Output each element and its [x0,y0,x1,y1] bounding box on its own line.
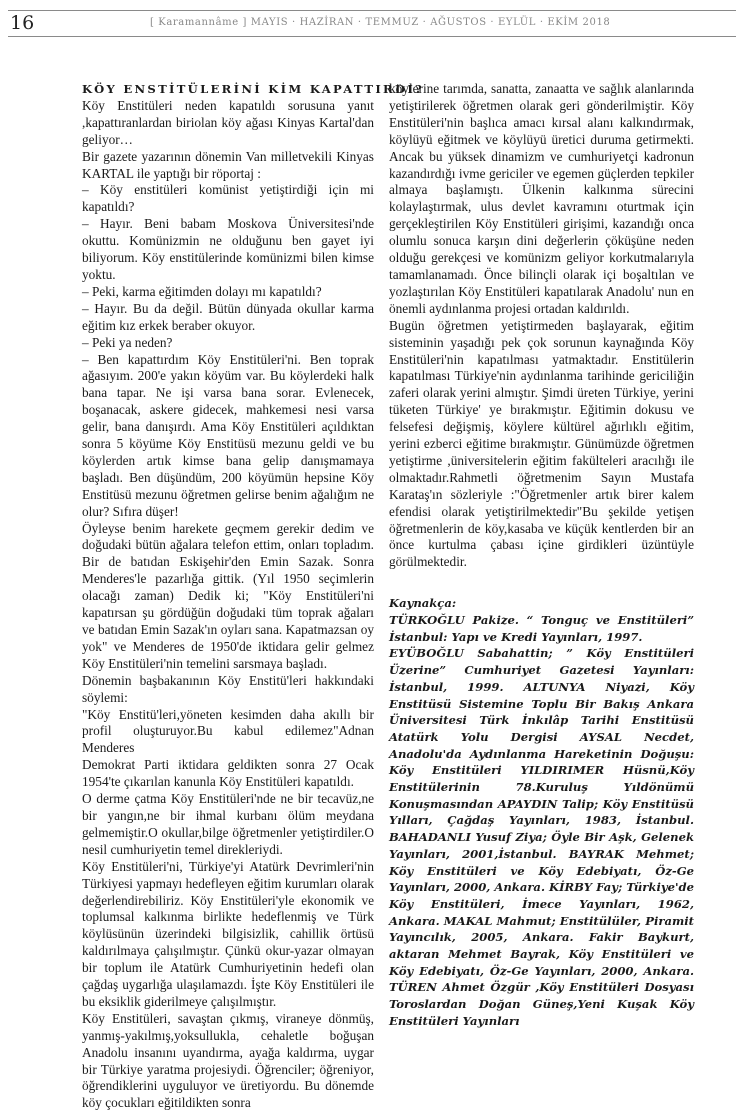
paragraph: – Peki, karma eğitimden dolayı mı kapatıldı? [82,283,322,299]
right-column [389,81,694,1030]
paragraph: köylerine tarımda, sanatta, zanaatta ve sağlık alanlarında yetiştirilerek öğretmen olarak geri gönderilmiştir. Köy Enstitüleri'nin başlıca amacı kırsal alanı kalkındırmak, köylüyü eğitmek ve köylüyü üretici duruma getirmekti. Ancak bu yüksek dinamizm ve cumhuriyetçi kadronun kazandırdığı ivme gericiler ve egemen güçlerden tepkiler almaya başlamıştı. Ülkenin kalkınma sürecini kolaylaştırmak, ulus devlet kavramını oturtmak için gerçekleştirilen Köy Enstitüleri girişimi, kazandığı onca olumlu sonuca karşın dini değerlerin çöküşüne neden olduğu gerekçesi ve komünizm geliyor korkutmalarıyla tamamlanamadı. Önce bilinçli olarak içi boşaltılan ve yozlaştırılan Köy Enstitüleri kapatılarak Anadolu' nun en önemli aydınlanma projesi ortadan kaldırıldı. [389,81,694,316]
header-top-rule [8,10,736,11]
reference-entry: EYÜBOĞLU Sabahattin; ” Köy Enstitüleri Üzerine” Cumhuriyet Gazetesi Yayınları: İstanbul, 1999. ALTUNYA Niyazi, Köy Enstitüsü Sistemine Toplu Bir Bakış Ankara Üniversitesi Türk İnkılâp Tarihi Enstitüsü Atatürk Yolu Dergisi AYSAL Necdet, Anadolu'da Aydınlanma Hareketinin Doğuşu: Köy Enstitüleri YILDIRIMER Hüsnü,Köy Enstitülerinin 78.Kuruluş Yıldönümü Konuşmasından APAYDIN Talip; Köy Enstitüsü Yılları, Çağdaş Yayınları, 1983, İstanbul. BAHADANLI Yusuf Ziya; Öyle Bir Aşk, Gelenek Yayınları, 2001,İstanbul. BAYRAK Mehmet; Köy Enstitüleri ve Köy Edebiyatı, Öz-Ge Yayınları, 2000, Ankara. KİRBY Fay; Türkiye'de Köy Enstitüleri, İmece Yayınları, 1962, Ankara. MAKAL Mahmut; Enstitülüler, Piramit Yayıncılık, 2005, Ankara. Fakir Baykurt, aktaran Mehmet Bayrak, Köy Enstitüleri ve Köy Edebiyatı, Öz-Ge Yayınları, 2000, Ankara. TÜREN Ahmet Özgür ,Köy Enstitüleri Dosyası Toroslardan Doğan Güneş,Yeni Kuşak Köy Enstitüleri Yayınları [389,646,694,1028]
quote-paragraph: "Köy Enstitü'leri,yöneten kesimden daha akıllı bir profil oluşturuyor.Bu kabul edilemez"Adnan Menderes [82,706,374,756]
paragraph: – Hayır. Beni babam Moskova Üniversitesi'nde okuttu. Komünizmin ne olduğunu ben gayet iyi biliyorum. Köy enstitülerinde komünizmi bilen kimse yoktu. [82,216,374,282]
article-title: KÖY ENSTİTÜLERİNİ KİM KAPATTIRDI? [82,82,425,96]
paragraph: O derme çatma Köy Enstitüleri'nde ne bir tecavüz,ne bir yangın,ne bir ihmal kurbanı ölüm meydana gelmemiştir.O okullar,bilge öğretmenler yetiştirdiler.O nesil cumhuriyetin temel direkleriydi. [82,791,374,857]
paragraph: Öyleyse benim harekete geçmem gerekir dedim ve doğudaki bütün ağalara telefon ettim, onları topladım. Bir de batıdan Eskişehir'den Emin Sazak. Sonra Menderes'le pazarlığa gittik. (Yıl 1950 seçimlerin olacağı zaman) Dedik ki; "Köy Enstitüleri'ni kapatırsan şu gördüğün doğudaki tüm toprak ağaları ve batıdan Emin Sazak'ın oyları sana. Kapatmazsan oy yok" ve Menderes de 1950'de iktidara gelir gelmez Köy Enstitüleri'nin temelini sarsmaya başladı. [82,520,374,671]
running-head: [ Karamannâme ] MAYIS · HAZİRAN · TEMMUZ · AĞUSTOS · EYLÜL · EKİM 2018 [150,17,611,28]
paragraph: Dönemin başbakanının Köy Enstitü'leri hakkındaki söylemi: [82,672,374,705]
paragraph: Bir gazete yazarının dönemin Van milletvekili Kinyas KARTAL ile yaptığı bir röportaj : [82,148,374,181]
paragraph: Demokrat Parti iktidara geldikten sonra 27 Ocak 1954'te çıkarılan kanunla Köy Enstitüleri kapatıldı. [82,757,374,790]
paragraph: – Ben kapattırdım Köy Enstitüleri'ni. Ben toprak ağasıyım. 200'e yakın köyüm var. Bu köylerdeki halk bana tapar. Ne işi varsa bana sorar. Evlenecek, boşanacak, askere gidecek, mahkemesi nesi varsa gelir, bana danışırdı. Ama Köy Enstitüleri açıldıktan sonra 5 köyüme Köy Enstitüsü mezunu geldi ve bu köylerden artık kimse bana gelip danışmamaya başladı. Ben düşündüm, 200 köyümün hepsine Köy Enstitüsü mezunu öğretmen gelirse benim ağalığım ne olur? Sıfıra düşer! [82,351,374,519]
paragraph: Bugün öğretmen yetiştirmeden başlayarak, eğitim sisteminin yaşadığı pek çok sorunun kaynağında Köy Enstitüleri'nin kapatılması yatmaktadır. Enstitülerin kapatılması Türkiye'nin aydınlanma tarihinde gericiliğin zaferi olarak yerini almıştır. Şimdi üreten Türkiye, yerini tüketen Türkiye' ye bırakmıştır. Eğitimin dokusu ve felsefesi değişmiş, köylere kültürel ağırlıklı eğitim, yerini ezberci eğitime bırakmıştır. Günümüzde öğretmen yetiştirme ,üniversitelerin eğitim fakülteleri aracılığı ile olmaktadır.Rahmetli öğretmenim Sayın Mustafa Karataş'ın sözleriyle :"Öğretmenler artık birer kalem efendisi olarak yetiştirilmektedir"Bu şekilde yetişen öğretmenlerin de köy,kasaba ve küçük kentlerden bir an önce kurtulma çabası içine girdikleri üzüntüyle görülmektedir. [389,317,694,570]
paragraph: – Köy enstitüleri komünist yetiştirdiği için mi kapatıldı? [82,182,374,215]
header-bottom-rule [8,36,736,37]
paragraph: Köy Enstitüleri, savaştan çıkmış, viraneye dönmüş, yanmış-yakılmış,yoksullukla, cehaletle boğuşan Anadolu insanını uyandırma, ayağa kaldırma, uygar bir Türkiye yaratma projesiydi. Öğrenciler; öğreniyor, öğrendiklerini uyguluyor ve üretiyordu. Bu dönemde köy çocukları eğitildikten sonra [82,1010,374,1111]
references-section [389,595,694,1029]
page-number: 16 [10,12,35,34]
reference-entry: TÜRKOĞLU Pakize. “ Tonguç ve Enstitüleri” İstanbul: Yapı ve Kredi Yayınları, 1997. [389,612,694,644]
references-heading: Kaynakça: [389,596,457,611]
paragraph: Köy Enstitüleri neden kapatıldı sorusuna yanıt ,kapattıranlardan biriolan köy ağası Kinyas Kartal'dan geliyor… [82,97,374,147]
paragraph: Köy Enstitüleri'ni, Türkiye'yi Atatürk Devrimleri'nin Türkiyesi yapmayı hedefleyen eğitim kurumları olarak değerlendirebiliriz. Köy Enstitüleri'yle ekonomik ve toplumsal kalkınma birlikte hedeflenmiş ve Türk köylüsünün üzerindeki bilgisizlik, cahillik örtüsü kaldırılmaya çalışılmıştır. Çünkü okur-yazar olmayan bir toplum ile Atatürk Cumhuriyetinin hedefi olan çağdaş uygarlığa ulaşılamazdı. İşte Köy Enstitüleri ile bu eksiklik giderilmeye çalışılmıştır. [82,858,374,1009]
paragraph: – Hayır. Bu da değil. Bütün dünyada okullar karma eğitim kız erkek beraber okuyor. [82,300,374,333]
paragraph: – Peki ya neden? [82,334,173,350]
